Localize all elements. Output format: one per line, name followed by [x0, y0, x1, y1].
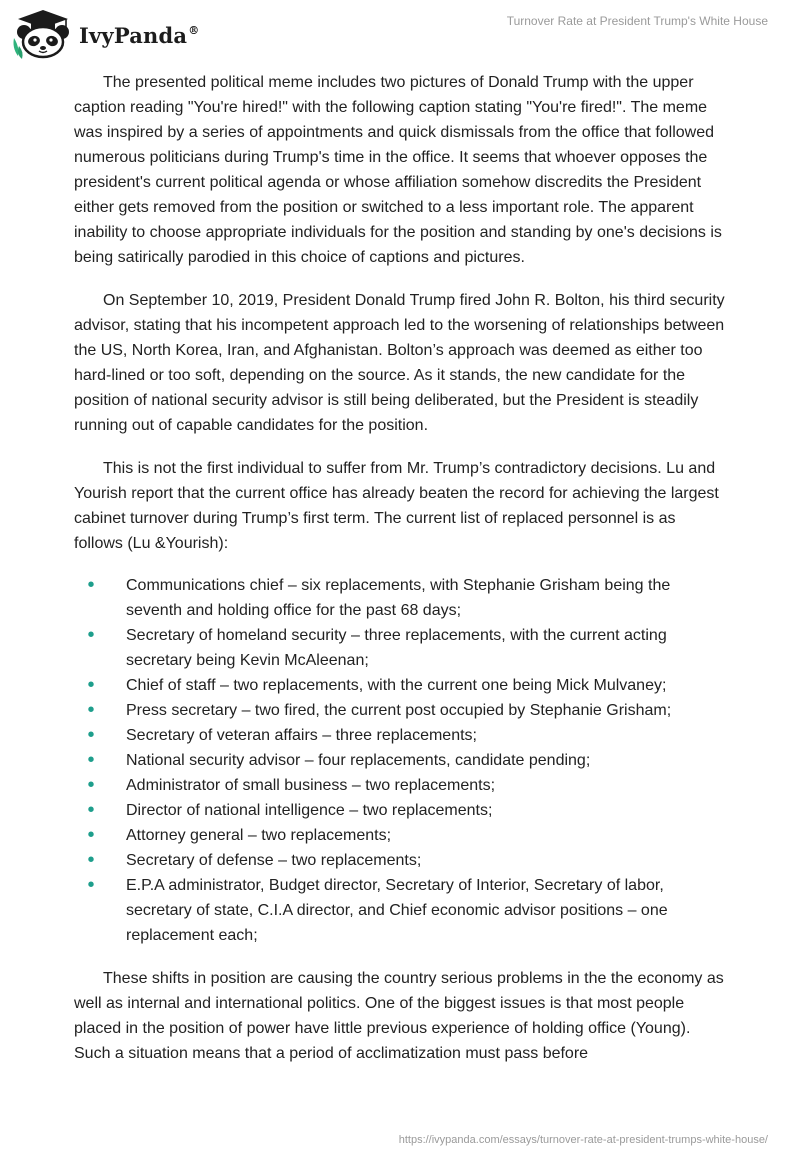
bullet-icon: • [87, 574, 95, 596]
bullet-icon: • [87, 624, 95, 646]
list-item-text: National security advisor – four replacements, candidate pending; [126, 752, 591, 769]
list-item-text: Communications chief – six replacements, with Stephanie Grisham being the seventh and holding office for the past 68 days; [126, 577, 671, 619]
list-item [74, 623, 726, 673]
bullet-icon: • [87, 799, 95, 821]
paragraph-turnover-record: This is not the first individual to suffer from Mr. Trump’s contradictory decisions. Lu and Yourish report that the current office has already beaten the record for achieving the largest cabinet turnover during Trump’s first term. The current list of replaced personnel is as follows (Lu &Yourish): [74, 460, 719, 552]
list-item-text: Secretary of homeland security – three replacements, with the current acting secretary being Kevin McAleenan; [126, 627, 667, 669]
list-item [74, 748, 726, 773]
list-item [74, 673, 726, 698]
document-title: Turnover Rate at President Trump's White House [506, 14, 768, 28]
paragraph-consequences: These shifts in position are causing the country serious problems in the the economy as well as internal and international politics. One of the biggest issues is that most people placed in the position of power have little previous experience of holding office (Young). Such a situation means that a period of acclimatization must pass before [74, 970, 724, 1062]
list-item [74, 698, 726, 723]
replacements-list [74, 573, 726, 948]
logo-wordmark: IvyPanda® [79, 23, 200, 48]
ivypanda-logo[interactable] [10, 8, 230, 60]
list-item-text: Press secretary – two fired, the current post occupied by Stephanie Grisham; [126, 702, 672, 719]
list-item-text: Secretary of veteran affairs – three replacements; [126, 727, 477, 744]
list-item [74, 848, 726, 873]
list-item-text: Director of national intelligence – two replacements; [126, 802, 493, 819]
list-item-text: E.P.A administrator, Budget director, Secretary of Interior, Secretary of labor, secretary of state, C.I.A director, and Chief economic advisor positions – one replacement each; [126, 877, 668, 944]
list-item-text: Chief of staff – two replacements, with the current one being Mick Mulvaney; [126, 677, 667, 694]
page-header [0, 0, 800, 64]
essay-body [74, 70, 726, 1084]
list-item [74, 573, 726, 623]
list-item [74, 773, 726, 798]
list-item-text: Attorney general – two replacements; [126, 827, 392, 844]
panda-graduate-icon [10, 8, 76, 60]
paragraph-bolton-firing: On September 10, 2019, President Donald Trump fired John R. Bolton, his third security advisor, stating that his incompetent approach led to the worsening of relationships between the US, North Korea, Iran, and Afghanistan. Bolton’s approach was deemed as either too hard-lined or too soft, depending on the source. As it stands, the new candidate for the position of national security advisor is still being deliberated, but the President is steadily running out of capable candidates for the position. [74, 292, 725, 434]
bullet-icon: • [87, 674, 95, 696]
source-url-link[interactable]: https://ivypanda.com/essays/turnover-rate-at-president-trumps-white-house/ [398, 1134, 768, 1146]
bullet-icon: • [87, 824, 95, 846]
paragraph-meme-description: The presented political meme includes two pictures of Donald Trump with the upper caption reading "You're hired!" with the following caption stating "You're fired!". The meme was inspired by a series of appointments and quick dismissals from the office that followed numerous politicians during Trump's time in the office. It seems that whoever opposes the president's current political agenda or whose affiliation somehow discredits the President either gets removed from the position or switched to a less important role. The apparent inability to choose appropriate individuals for the position and standing by one's decisions is being satirically parodied in this choice of captions and pictures. [74, 74, 722, 266]
bullet-icon: • [87, 724, 95, 746]
list-item [74, 873, 726, 948]
list-item-text: Secretary of defense – two replacements; [126, 852, 422, 869]
bullet-icon: • [87, 749, 95, 771]
bullet-icon: • [87, 699, 95, 721]
list-item [74, 723, 726, 748]
list-item-text: Administrator of small business – two replacements; [126, 777, 496, 794]
list-item [74, 798, 726, 823]
bullet-icon: • [87, 774, 95, 796]
list-item [74, 823, 726, 848]
bullet-icon: • [87, 849, 95, 871]
bullet-icon: • [87, 874, 95, 896]
